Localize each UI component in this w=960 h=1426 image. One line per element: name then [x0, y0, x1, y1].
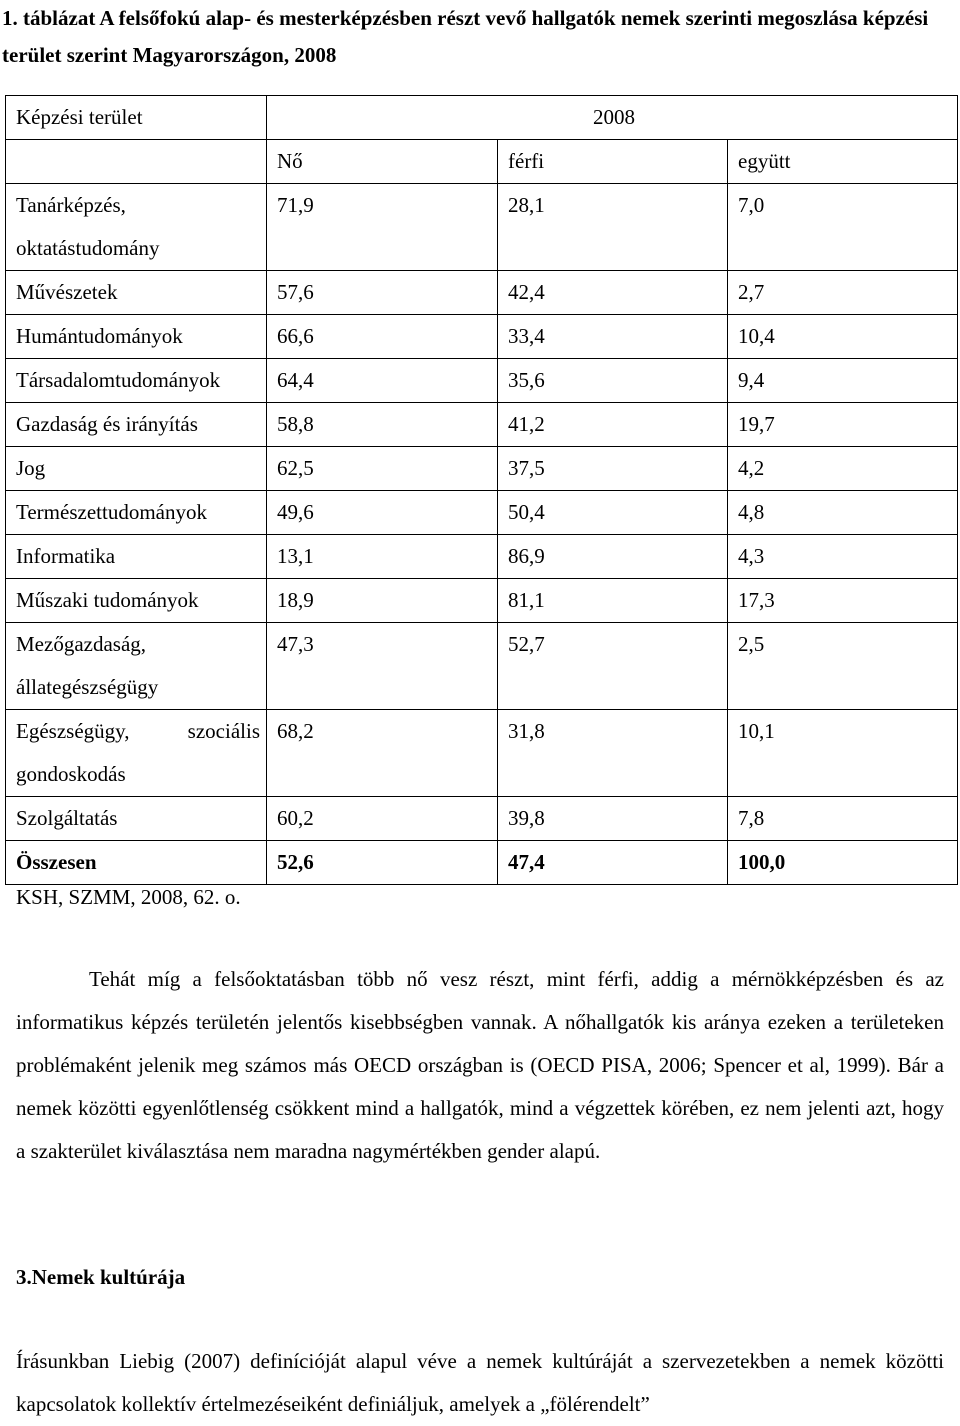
total-male: 47,4 [498, 841, 728, 885]
cell-male: 52,7 [498, 623, 728, 710]
row-area: Társadalomtudományok [6, 359, 267, 403]
row-area: Humántudományok [6, 315, 267, 359]
cell-female: 13,1 [267, 535, 498, 579]
cell-female: 57,6 [267, 271, 498, 315]
cell-female: 71,9 [267, 184, 498, 271]
row-area-line2: állategészségügy [16, 675, 159, 699]
table-row [6, 579, 958, 623]
gender-distribution-table [5, 95, 958, 885]
cell-total: 2,5 [728, 623, 958, 710]
row-area [6, 623, 267, 710]
total-female: 52,6 [267, 841, 498, 885]
cell-female: 60,2 [267, 797, 498, 841]
body-paragraph-2: Írásunkban Liebig (2007) definícióját alapul véve a nemek kultúráját a szervezetekben a nemek közötti kapcsolatok kollektív értelmezéseiként definiáljuk, amelyek a „fölérendelt” [16, 1349, 944, 1416]
cell-total: 9,4 [728, 359, 958, 403]
cell-male: 37,5 [498, 447, 728, 491]
col-male: férfi [498, 140, 728, 184]
table-row [6, 271, 958, 315]
table-row [6, 359, 958, 403]
subheader-empty [6, 140, 267, 184]
cell-male: 35,6 [498, 359, 728, 403]
cell-male: 50,4 [498, 491, 728, 535]
cell-female: 18,9 [267, 579, 498, 623]
row-area-line2: oktatástudomány [16, 236, 160, 260]
cell-male: 33,4 [498, 315, 728, 359]
table-header-row [6, 96, 958, 140]
row-area-line1: Egészségügy, szociális [16, 719, 260, 743]
cell-total: 7,8 [728, 797, 958, 841]
cell-male: 86,9 [498, 535, 728, 579]
table-row [6, 403, 958, 447]
cell-total: 4,3 [728, 535, 958, 579]
cell-female: 68,2 [267, 710, 498, 797]
table-row [6, 710, 958, 797]
row-area: Szolgáltatás [6, 797, 267, 841]
row-area: Gazdaság és irányítás [6, 403, 267, 447]
row-area: Informatika [6, 535, 267, 579]
cell-male: 31,8 [498, 710, 728, 797]
body-paragraph-1 [16, 958, 944, 1173]
row-area [6, 710, 267, 797]
cell-male: 42,4 [498, 271, 728, 315]
cell-female: 49,6 [267, 491, 498, 535]
cell-male: 28,1 [498, 184, 728, 271]
cell-female: 66,6 [267, 315, 498, 359]
cell-male: 39,8 [498, 797, 728, 841]
cell-total: 17,3 [728, 579, 958, 623]
table-row [6, 797, 958, 841]
total-total: 100,0 [728, 841, 958, 885]
cell-total: 2,7 [728, 271, 958, 315]
cell-female: 47,3 [267, 623, 498, 710]
cell-male: 81,1 [498, 579, 728, 623]
row-area: Műszaki tudományok [6, 579, 267, 623]
row-area: Művészetek [6, 271, 267, 315]
table-row [6, 535, 958, 579]
row-area-line2: gondoskodás [16, 762, 126, 786]
cell-total: 4,2 [728, 447, 958, 491]
table-source: KSH, SZMM, 2008, 62. o. [16, 885, 241, 909]
cell-female: 62,5 [267, 447, 498, 491]
cell-total: 19,7 [728, 403, 958, 447]
section-heading: 3.Nemek kultúrája [16, 1265, 186, 1289]
row-area: Jog [6, 447, 267, 491]
table-row [6, 315, 958, 359]
cell-female: 58,8 [267, 403, 498, 447]
cell-female: 64,4 [267, 359, 498, 403]
header-area: Képzési terület [6, 96, 267, 140]
cell-total: 10,4 [728, 315, 958, 359]
cell-total: 4,8 [728, 491, 958, 535]
table-row [6, 623, 958, 710]
row-area [6, 184, 267, 271]
col-female: Nő [267, 140, 498, 184]
col-total: együtt [728, 140, 958, 184]
table-caption: 1. táblázat A felsőfokú alap- és mesterképzésben részt vevő hallgatók nemek szerinti megoszlása képzési terület szerint Magyarországon, 2008 [2, 6, 929, 67]
paragraph-1-text: Tehát míg a felsőoktatásban több nő vesz részt, mint férfi, addig a mérnökképzésben és az informatikus képzés területén jelentős kisebbségben vannak. A nőhallgatók kis aránya ezeken a területeken problémaként jelenik meg számos más OECD országban is (OECD PISA, 2006; Spencer et al, 1999). Bár a nemek közötti egyenlőtlenség csökkent mind a hallgatók, mind a végzettek körében, ez nem jelenti azt, hogy a szakterület kiválasztása nem maradna nagymértékben gender alapú. [16, 967, 944, 1163]
table-row [6, 184, 958, 271]
table-row [6, 447, 958, 491]
header-year: 2008 [267, 96, 958, 140]
row-area-line1: Tanárképzés, [16, 193, 126, 217]
cell-total: 10,1 [728, 710, 958, 797]
total-area: Összesen [6, 841, 267, 885]
table-subheader-row [6, 140, 958, 184]
row-area-line1: Mezőgazdaság, [16, 632, 147, 656]
row-area: Természettudományok [6, 491, 267, 535]
cell-male: 41,2 [498, 403, 728, 447]
cell-total: 7,0 [728, 184, 958, 271]
table-row [6, 491, 958, 535]
